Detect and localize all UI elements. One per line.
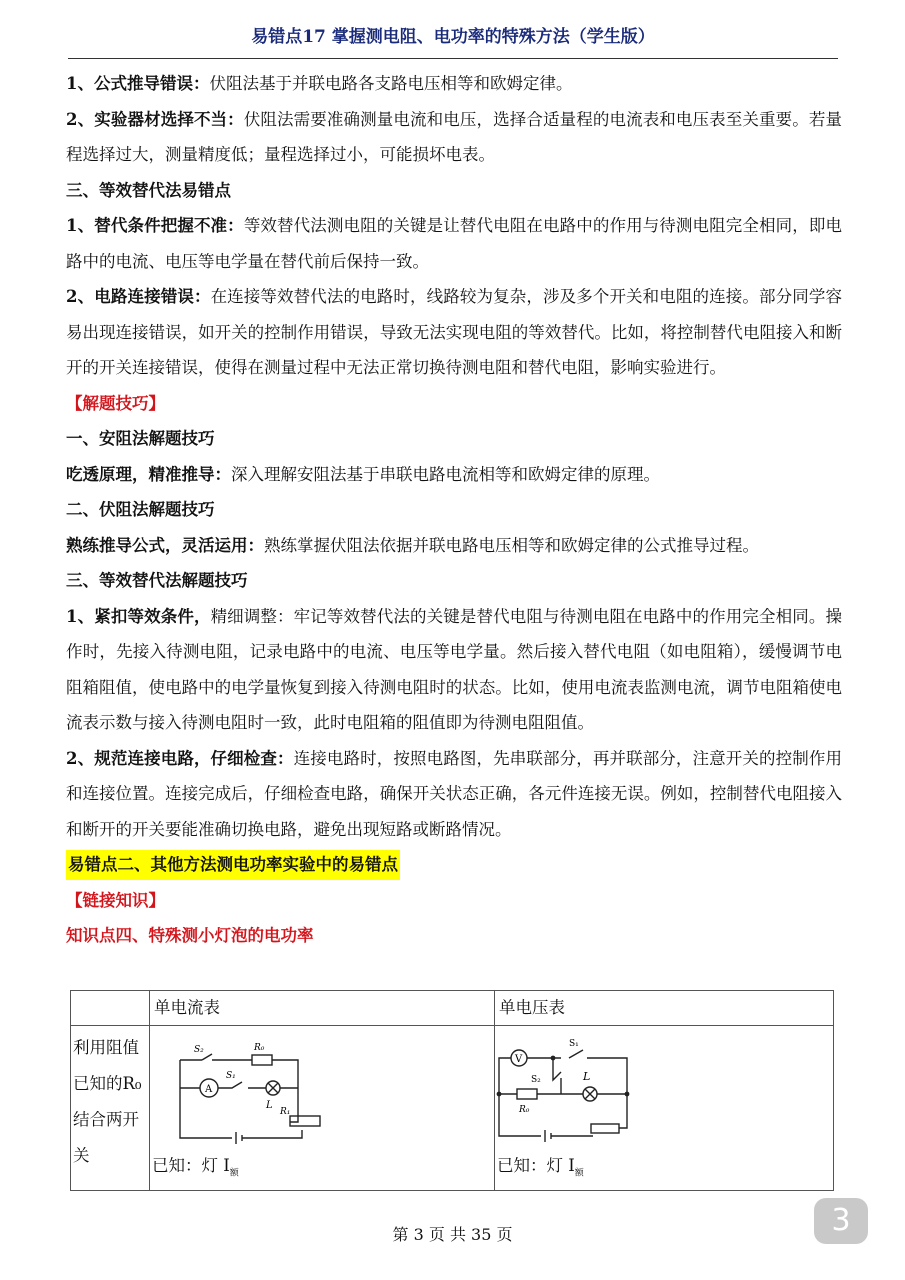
paragraph [66,66,842,102]
known-condition [497,1152,584,1178]
paragraph-text: 深入理解安阻法基于串联电路电流相等和欧姆定律的原理。 [231,464,660,484]
resistor-r0-label: R₀ [519,1105,530,1115]
paragraph [66,457,842,493]
paragraph-text: 伏阻法基于并联电路各支路电压相等和欧姆定律。 [209,74,573,93]
ammeter-cell [150,1026,495,1191]
page-title: 易错点17 掌握测电阻、电功率的特殊方法（学生版） [251,27,655,47]
section-heading: 一、安阻法解题技巧 [66,429,215,448]
known-sub: 额 [229,1168,239,1179]
paragraph-text: 在连接等效替代法的电路时，线路较为复杂，涉及多个开关和电阻的连接。部分同学容易出现连接错误，如开关的控制作用错误，导致无法实现电阻的等效替代。比如，将控制替代电阻接入和断开的开关连接错误，使得在测量过程中无法正常切换待测电阻和替代电阻，影响实验进行。 [66,287,842,377]
highlight-heading: 易错点二、其他方法测电功率实验中的易错点 [66,850,400,880]
section-heading: 三、等效替代法易错点 [66,180,231,200]
paragraph-text: 连接电路时，按照电路图，先串联部分，再并联部分，注意开关的控制作用和连接位置。连接完成后，仔细检查电路，确保开关状态正确，各元件连接无误。例如，控制替代电阻接入和断开的开关要能准确切换电路，避免出现短路或断路情况。 [66,748,843,839]
page-header [68,22,838,59]
switch-s2-label: S₂ [531,1075,541,1085]
known-text: 已知：灯 I [152,1156,230,1175]
switch-s2-label: S₂ [194,1045,204,1055]
row-label: 利用阻值已知的R₀结合两开关 [71,1026,150,1191]
table-header-voltmeter: 单电压表 [495,991,834,1026]
link-heading: 【链接知识】 [66,890,165,910]
table-row [71,1026,834,1191]
page-number-badge: 3 [814,1198,868,1244]
paragraph-lead: 2、实验器材选择不当： [66,109,244,129]
known-text: 已知：灯 I [497,1156,575,1175]
paragraph-lead: 熟练推导公式，灵活运用： [66,535,264,555]
switch-s1-label: S₁ [226,1071,236,1081]
paragraph [66,279,842,386]
resistor-r0-label: R₀ [254,1043,265,1053]
paragraph-lead: 2、电路连接错误： [66,287,211,306]
paragraph [66,528,842,564]
table-header-empty [71,991,150,1026]
paragraph-lead: 1、公式推导错误： [66,74,210,93]
method-table [70,990,834,1191]
paragraph-lead: 2、规范连接电路，仔细检查： [66,748,294,768]
ammeter-circuit-diagram [172,1038,332,1150]
paragraph-lead: 吃透原理，精准推导： [66,464,231,484]
section-heading: 二、伏阻法解题技巧 [66,500,215,519]
paragraph-lead: 1、替代条件把握不准： [66,216,244,235]
paragraph [66,208,842,279]
paragraph-lead: 1、紧扣等效条件， [66,606,211,626]
paragraph-text: 等效替代法测电阻的关键是让替代电阻在电路中的作用与待测电阻完全相同，即电路中的电流、电压等电学量在替代前后保持一致。 [66,216,843,271]
tips-heading: 【解题技巧】 [66,393,165,413]
lamp-label: L [266,1100,273,1111]
highlight-row [66,847,842,883]
paragraph [66,741,842,848]
rheostat-r1-label: R₁ [280,1107,291,1117]
known-sub: 额 [574,1168,584,1179]
page-footer: 第 3 页 共 35 页 [392,1225,513,1244]
paragraph [66,102,842,173]
paragraph [66,599,842,741]
voltmeter-icon: V [515,1054,523,1065]
paragraph-text: 伏阻法需要准确测量电流和电压，选择合适量程的电流表和电压表至关重要。若量程选择过大，测量精度低；量程选择过小，可能损坏电表。 [66,109,843,164]
switch-s1-label: S₁ [569,1039,579,1049]
lamp-label: L [583,1070,591,1083]
knowledge-title: 知识点四、特殊测小灯泡的电功率 [66,926,314,945]
ammeter-icon: A [205,1084,213,1095]
table-header-ammeter: 单电流表 [150,991,495,1026]
voltmeter-circuit-diagram [491,1032,651,1144]
paragraph-text: 精细调整：牢记等效替代法的关键是替代电阻与待测电阻在电路中的作用完全相同。操作时，先接入待测电阻，记录电路中的电流、电压等电学量。然后接入替代电阻（如电阻箱），缓慢调节电阻箱阻值，使电路中的电学量恢复到接入待测电阻时的状态。比如，使用电流表监测电流，调节电阻箱使电流表示数与接入待测电阻时一致，此时电阻箱的阻值即为待测电阻阻值。 [66,606,842,732]
table-header-row [71,991,834,1026]
document-body [66,66,842,954]
voltmeter-cell [495,1026,834,1191]
paragraph-text: 熟练掌握伏阻法依据并联电路电压相等和欧姆定律的公式推导过程。 [264,535,759,555]
section-heading: 三、等效替代法解题技巧 [66,571,248,590]
known-condition [152,1152,239,1178]
